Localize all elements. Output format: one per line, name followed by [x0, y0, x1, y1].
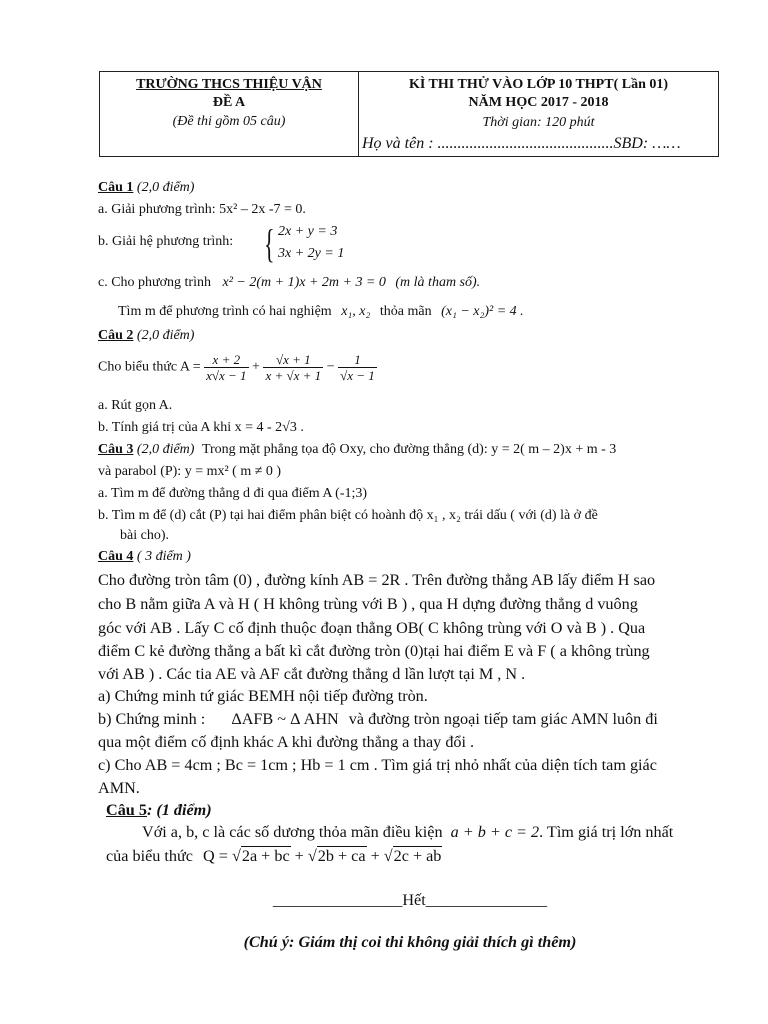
q1-c-label: c. Cho phương trình: [98, 275, 211, 290]
q1-heading: [98, 179, 194, 197]
q3-points: (2,0 điểm): [136, 442, 195, 457]
q1-c-find: [118, 303, 524, 321]
q1-c-eq: x² − 2(m + 1)x + 2m + 3 = 0: [222, 275, 386, 290]
q5-l2: của biểu thức: [106, 847, 193, 865]
q1-c-cond-label: thỏa mãn: [379, 304, 432, 319]
q5-title: Câu 5: [106, 801, 147, 819]
q5-line-2: của biểu thức Q = √2a + bc + √2b + ca + √2c + ab: [106, 847, 442, 865]
q3-intro: Trong mặt phẳng tọa độ Oxy, cho đường thẳng (d): y = 2( m – 2)x + m - 3: [201, 442, 617, 457]
q4-title: Câu 4: [98, 549, 134, 564]
q2-expr-label: Cho biểu thức A =: [98, 359, 201, 375]
q2-points: (2,0 điểm): [136, 328, 195, 343]
q4-b-pre: b) Chứng minh :: [98, 710, 206, 728]
q5-l1b: . Tìm giá trị lớn nhất: [539, 823, 674, 841]
q4-points: ( 3 điểm ): [136, 549, 191, 564]
exam-title: KÌ THI THỬ VÀO LỚP 10 THPT( Lần 01): [408, 77, 669, 92]
q1-points: (2,0 điểm): [136, 180, 195, 195]
q1-b-eq2: 3x + 2y = 1: [278, 246, 345, 261]
q4-a: a) Chứng minh tứ giác BEMH nội tiếp đường tròn.: [98, 687, 428, 705]
fraction-2-den: x + √x + 1: [265, 368, 322, 383]
system-brace: {: [264, 221, 275, 266]
q1-b-eq1: 2x + y = 3: [278, 224, 338, 239]
q2-title: Câu 2: [98, 328, 134, 343]
name-line: Họ và tên : ............................................SBD: ……: [362, 135, 681, 152]
q4-heading: [98, 548, 191, 566]
q4-b2: qua một điểm cố định khác A khi đường thẳng a thay đổi .: [98, 733, 475, 751]
fraction-1-num: x + 2: [212, 352, 241, 367]
q1-b-label: b. Giải hệ phương trình:: [98, 234, 234, 249]
q3-b: b. Tìm m để (d) cắt (P) tại hai điểm phân biệt có hoành độ x₁ , x₂ trái dấu ( với (d) là ở đề: [98, 508, 598, 523]
school-year: NĂM HỌC 2017 - 2018: [468, 95, 609, 110]
q4-c2: AMN.: [98, 779, 140, 797]
q5-cond: a + b + c = 2: [450, 823, 540, 841]
exam-time: Thời gian: 120 phút: [482, 115, 595, 130]
fraction-1: [204, 352, 248, 383]
q5-line-1: [142, 822, 673, 842]
fraction-1-den: x√x − 1: [206, 368, 247, 383]
q5-q-label: Q =: [203, 847, 228, 865]
q4-line-4: điểm C kẻ đường thẳng a bất kì cắt đường tròn (0)tại hai điểm E và F ( a không trùng: [98, 642, 650, 660]
q4-line-3: góc với AB . Lấy C cố định thuộc đoạn thẳng OB( C không trùng với O và B ) . Qua: [98, 619, 646, 637]
q4-line-2: cho B nằm giữa A và H ( H không trùng với B ) , qua H dựng đường thẳng d vuông: [98, 595, 638, 613]
q3-b2: bài cho).: [120, 528, 169, 543]
q3-title: Câu 3: [98, 442, 134, 457]
fraction-3: [338, 352, 377, 383]
q5-heading: [106, 800, 212, 820]
q1-c: [98, 274, 480, 292]
q4-b-post: và đường tròn ngoại tiếp tam giác AMN luôn đi: [348, 710, 658, 728]
school-name: TRƯỜNG THCS THIỆU VẬN: [136, 77, 322, 92]
q4-b: [98, 709, 658, 729]
q2-a: a. Rút gọn A.: [98, 398, 173, 413]
q4-line-1: Cho đường tròn tâm (0) , đường kính AB = 2R . Trên đường thẳng AB lấy điểm H sao: [98, 571, 656, 589]
q5-l1: Với a, b, c là các số dương thỏa mãn điều kiện: [142, 823, 443, 841]
q5-root-1: 2a + bc: [241, 847, 290, 865]
fraction-3-num: 1: [354, 352, 361, 367]
exam-note: (Đề thi gồm 05 câu): [172, 114, 286, 129]
q5-root-3: 2c + ab: [393, 847, 442, 865]
q3-heading: [98, 441, 616, 459]
q3-intro2: và parabol (P): y = mx² ( m ≠ 0 ): [98, 464, 282, 479]
q1-c-note: (m là tham số).: [395, 275, 481, 290]
q5-root-2: 2b + ca: [317, 847, 366, 865]
q1-a: a. Giải phương trình: 5x² – 2x -7 = 0.: [98, 202, 306, 217]
q1-c-find-text: Tìm m để phương trình có hai nghiệm: [118, 304, 332, 319]
q1-c-roots: x₁, x₂: [341, 304, 371, 319]
exam-code: ĐỀ A: [212, 95, 246, 110]
q3-a: a. Tìm m để đường thẳng d đi qua điểm A (-1;3): [98, 486, 368, 501]
q2-b: b. Tính giá trị của A khi x = 4 - 2√3 .: [98, 420, 304, 435]
q4-c: c) Cho AB = 4cm ; Bc = 1cm ; Hb = 1 cm . Tìm giá trị nhỏ nhất của diện tích tam giác: [98, 756, 657, 774]
q5-points: : (1 điểm): [146, 801, 212, 819]
q1-c-cond: (x₁ − x₂)² = 4 .: [441, 304, 524, 319]
end-marker: ________________Hết_______________: [272, 891, 548, 909]
fraction-2: [263, 352, 323, 383]
q4-b-sim: ΔAFB ~ Δ AHN: [231, 710, 339, 728]
fraction-2-num: √x + 1: [275, 352, 311, 367]
footer-note: (Chú ý: Giám thị coi thi không giải thích gì thêm): [243, 933, 577, 951]
fraction-3-den: √x − 1: [340, 368, 375, 383]
q2-expression: Cho biểu thức A = $\frac{x + 2}{x√x - 1}$ + $\frac{√x + 1}{x + √x + 1}$ − $\frac{1}{√x - 1}$: [98, 352, 375, 383]
q1-title: Câu 1: [98, 180, 134, 195]
q2-heading: [98, 327, 194, 345]
q4-line-5: với AB ) . Các tia AE và AF cắt đường thẳng d lần lượt tại M , N .: [98, 665, 526, 683]
